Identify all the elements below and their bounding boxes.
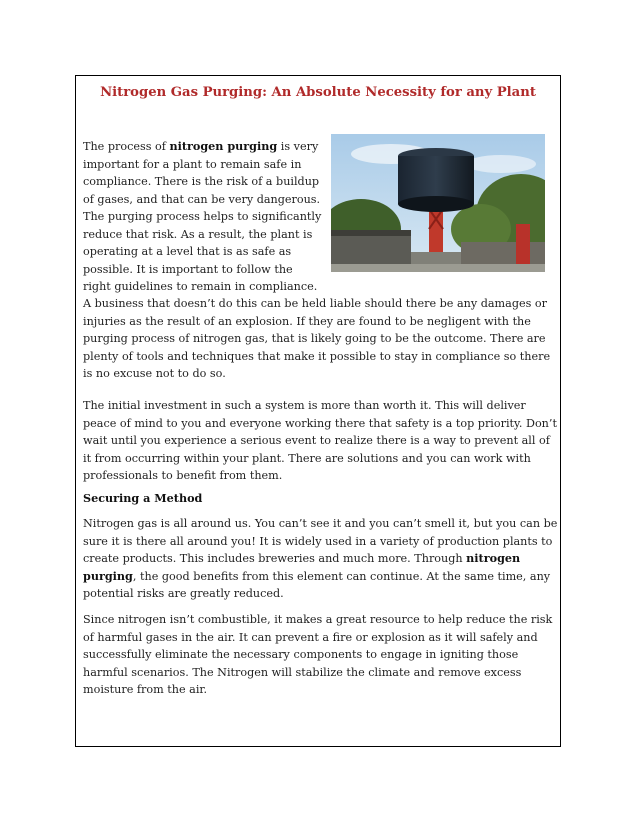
paragraph-nitrogen-gas: [83, 515, 558, 603]
intro-paragraph: [83, 138, 323, 296]
paragraph-combustible: Since nitrogen isn’t combustible, it makes a great resource to help reduce the risk of harmful gases in the air. It can prevent a fire or explosion as it will safely and successfully eliminate the necessary components to engage in igniting those harmful scenarios. The Nitrogen will stabilize the climate and remove excess moisture from the air.: [83, 613, 553, 696]
section-heading: Securing a Method: [83, 491, 203, 505]
intro-text-a: The process of: [83, 140, 170, 153]
p4-text-c: , the good benefits from this element can continue. At the same time, any potential risks are greatly reduced.: [83, 569, 551, 600]
paragraph-investment: The initial investment in such a system is more than worth it. This will deliver peace of mind to you and everyone working there that safety is a top priority. Don’t wait until you experience a serious event to realize there is a way to prevent all of it from occurring within your plant. There are solutions and you can work with professionals to benefit from them.: [83, 399, 557, 482]
p4-text-a: Nitrogen gas is all around us. You can’t see it and you can’t smell it, but you can be sure it is there all around you! It is widely used in a variety of production plants to create products. This includes breweries and much more. Through: [83, 517, 558, 565]
paragraph-liability: A business that doesn’t do this can be held liable should there be any damages or injuries as the result of an explosion. If they are found to be negligent with the purging process of nitrogen gas, that is likely going to be the outcome. There are plenty of tools and techniques that make it possible to stay in compliance so there is no excuse not to do so.: [83, 297, 551, 380]
intro-text-c: is very important for a plant to remain safe in compliance. There is the risk of a buildup of gases, and that can be very dangerous. The purging process helps to significantly reduce that risk. As a result, the plant is operating at a level that is as safe as possible. It is important to follow the right guidelines to remain in compliance.: [83, 140, 322, 293]
photo-illustration: [331, 134, 545, 272]
page-title: Nitrogen Gas Purging: An Absolute Necessity for any Plant: [100, 85, 536, 100]
intro-keyword: nitrogen purging: [169, 139, 278, 153]
p4-keyword: nitrogen purging: [83, 551, 521, 583]
nitrogen-tank-photo: [331, 134, 545, 272]
